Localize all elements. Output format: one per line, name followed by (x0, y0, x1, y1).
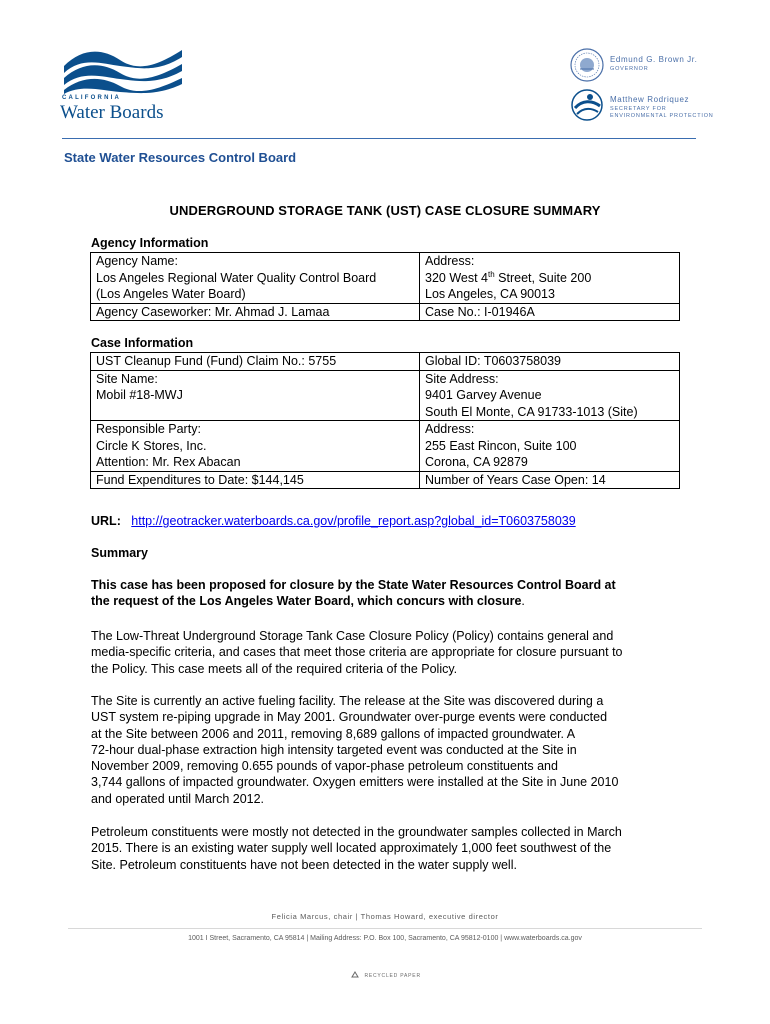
agency-address-cell (420, 253, 680, 304)
agency-street: 320 West 4th Street, Suite 200 (425, 269, 592, 285)
agency-name-label: Agency Name: (96, 254, 178, 268)
site-address-line2: South El Monte, CA 91733-1013 (Site) (425, 404, 638, 419)
header-divider (62, 138, 696, 139)
rp-address-line2: Corona, CA 92879 (425, 455, 528, 469)
site-name: Mobil #18-MWJ (96, 388, 183, 402)
agency-name-cell (91, 253, 420, 304)
responsible-party-address-cell (420, 421, 680, 472)
agency-caseworker: Agency Caseworker: Mr. Ahmad J. Lamaa (91, 303, 420, 321)
footer-officers: Felicia Marcus, chair | Thomas Howard, executive director (271, 912, 499, 921)
logo-state-text: CALIFORNIA (62, 95, 121, 101)
responsible-party-label: Responsible Party: (96, 422, 201, 436)
years-case-open: Number of Years Case Open: 14 (420, 471, 680, 489)
footer-divider (68, 928, 702, 929)
site-address-label: Site Address: (425, 371, 499, 386)
water-boards-logo (60, 46, 190, 126)
agency-name-line1: Los Angeles Regional Water Quality Control Board (96, 270, 377, 285)
board-title: State Water Resources Control Board (64, 150, 297, 165)
calepa-logo-icon (570, 88, 604, 122)
document-title: UNDERGROUND STORAGE TANK (UST) CASE CLOSURE SUMMARY (169, 203, 601, 218)
recycle-icon (350, 971, 360, 981)
site-history-paragraph: The Site is currently an active fueling facility. The release at the Site was discovered during a UST system re-piping upgrade in May 2001. Groundwater over-purge events were conducted at the Site between 2006 and 2011, removing 8,689 gallons of impacted groundwater. A 72-hour dual-phase extraction high intensity targeted event was conducted at the Site in November 2009, removing 0.655 pounds of vapor-phase petroleum constituents and 3,744 gallons of impacted groundwater. Oxygen emitters were installed at the Site in June 2010 and operated until March 2012. (91, 694, 619, 806)
recycled-paper-mark (350, 967, 421, 985)
rp-address-line1: 255 East Rincon, Suite 100 (425, 438, 577, 453)
global-id: Global ID: T0603758039 (420, 353, 680, 371)
agency-address-label: Address: (425, 254, 475, 268)
closure-statement-line1: This case has been proposed for closure by the State Water Resources Control Board at (91, 578, 616, 592)
agency-information-table (90, 252, 680, 321)
site-address-line1: 9401 Garvey Avenue (425, 388, 542, 402)
secretary-title-line2: ENVIRONMENTAL PROTECTION (610, 113, 714, 119)
site-name-label: Site Name: (96, 371, 158, 386)
secretary-name: Matthew Rodriquez (610, 95, 690, 104)
responsible-party-name: Circle K Stores, Inc. (96, 438, 207, 453)
responsible-party-cell (91, 421, 420, 472)
agency-city: Los Angeles, CA 90013 (425, 287, 555, 301)
closure-statement-line2: the request of the Los Angeles Water Board, which concurs with closure. (91, 594, 525, 609)
rp-address-label: Address: (425, 422, 475, 436)
groundwater-paragraph: Petroleum constituents were mostly not detected in the groundwater samples collected in March 2015. There is an existing water supply well located approximately 1,000 feet southwest of the Site. Petroleum constituents have not been detected in the water supply well. (91, 825, 622, 872)
california-seal-icon (570, 48, 604, 82)
logo-name-text: Water Boards (60, 102, 164, 123)
site-address-cell (420, 370, 680, 421)
water-waves-icon (62, 46, 184, 94)
agency-name-line2: (Los Angeles Water Board) (96, 287, 246, 301)
case-information-heading: Case Information (91, 336, 194, 350)
geotracker-link[interactable]: http://geotracker.waterboards.ca.gov/profile_report.asp?global_id=T0603758039 (131, 514, 576, 528)
fund-expenditures: Fund Expenditures to Date: $144,145 (91, 471, 420, 489)
agency-information-heading: Agency Information (91, 236, 209, 250)
url-label: URL: (91, 514, 121, 528)
footer-address: 1001 I Street, Sacramento, CA 95814 | Mailing Address: P.O. Box 100, Sacramento, CA 95812-0100 | www.waterboards.ca.gov (188, 935, 582, 942)
policy-paragraph: The Low-Threat Underground Storage Tank Case Closure Policy (Policy) contains general and media-specific criteria, and cases that meet those criteria are appropriate for closure pursuant to the Policy. This case meets all of the required criteria of the Policy. (91, 629, 623, 676)
governor-title: GOVERNOR (610, 66, 649, 72)
recycled-paper-text: RECYCLED PAPER (364, 972, 421, 979)
agency-case-number: Case No.: I-01946A (420, 303, 680, 321)
site-name-cell (91, 370, 420, 421)
claim-number: UST Cleanup Fund (Fund) Claim No.: 5755 (91, 353, 420, 371)
summary-heading: Summary (91, 546, 148, 560)
url-line (91, 514, 576, 528)
secretary-title-line1: SECRETARY FOR (610, 106, 667, 112)
responsible-party-attention: Attention: Mr. Rex Abacan (96, 455, 241, 469)
case-information-table (90, 352, 680, 489)
closure-statement (91, 577, 691, 610)
governor-name: Edmund G. Brown Jr. (610, 55, 698, 64)
